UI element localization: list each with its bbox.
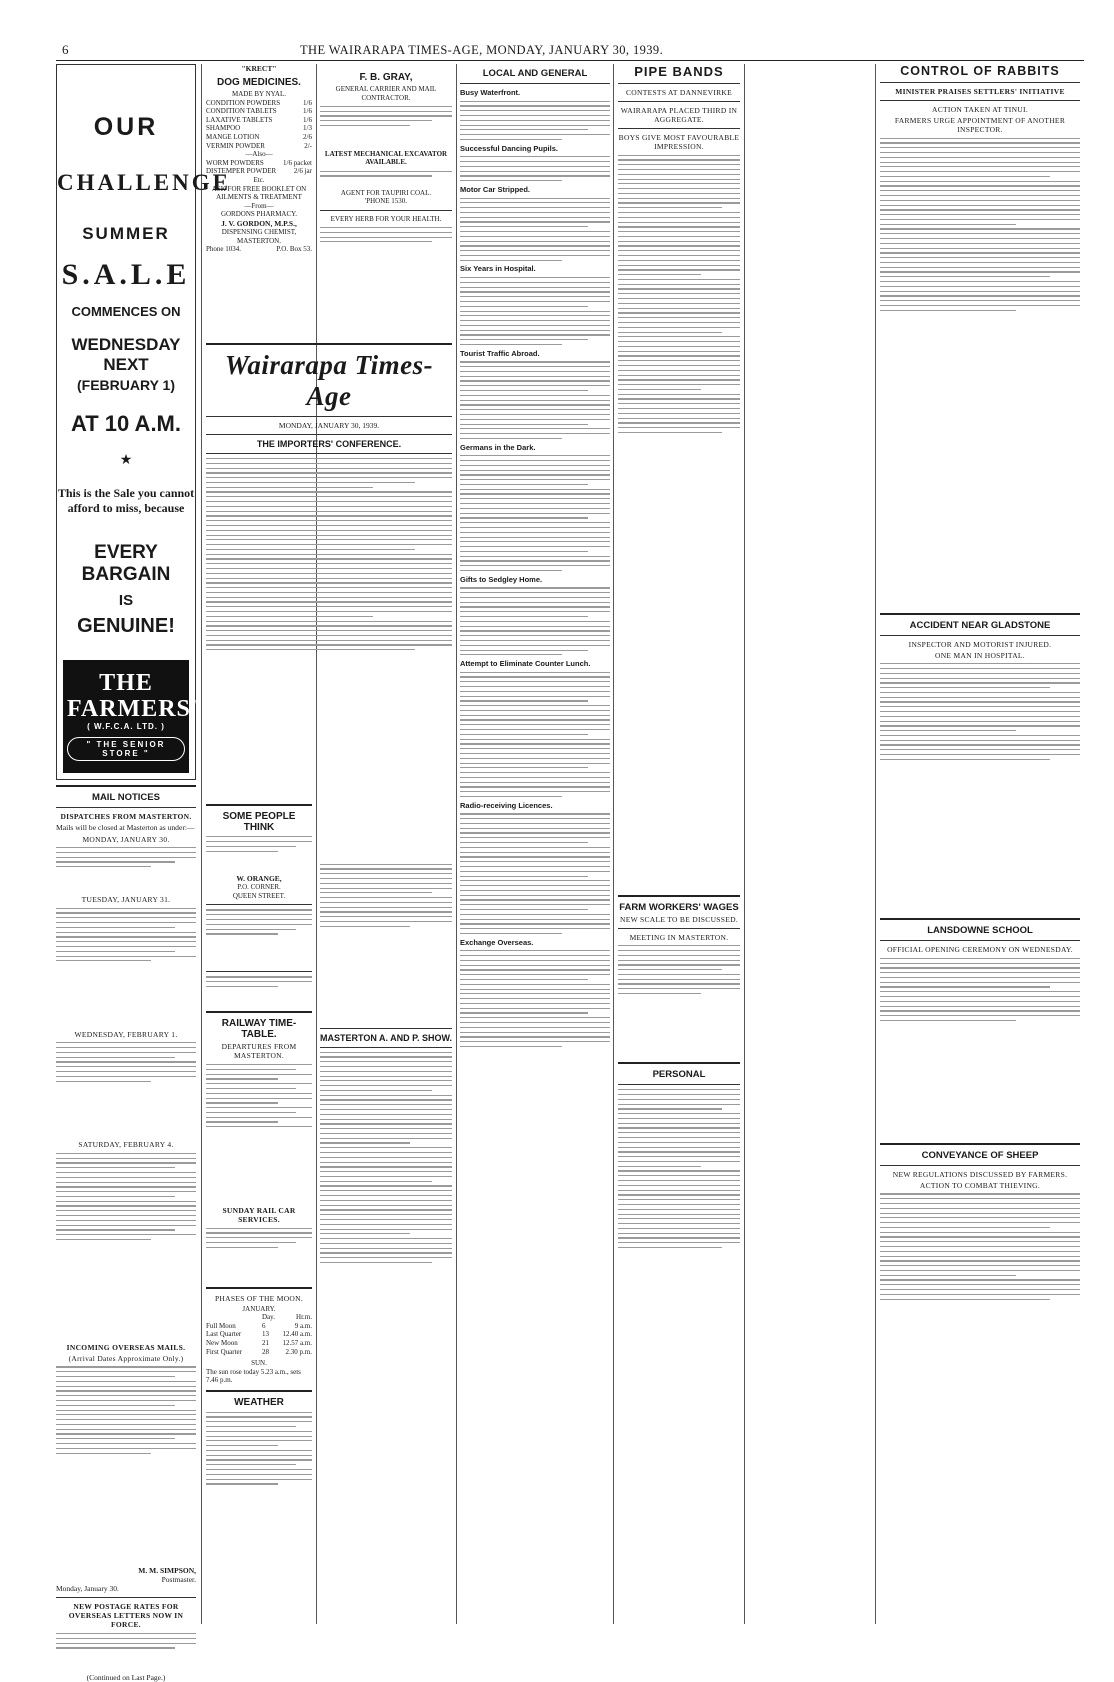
dog-medicines-title: DOG MEDICINES. <box>217 77 301 88</box>
pipe-bands-sub3: BOYS GIVE MOST FAVOURABLE IMPRESSION. <box>618 133 740 151</box>
sheep-text <box>880 1193 1080 1493</box>
sun-text: The sun rose today 5.23 a.m., sets 7.46 p.m. <box>206 1367 301 1385</box>
local-section-heading: Gifts to Sedgley Home. <box>460 574 543 584</box>
sheep-sub: NEW REGULATIONS DISCUSSED BY FARMERS. <box>892 1169 1068 1179</box>
railway-title: RAILWAY TIME-TABLE. <box>221 1018 297 1041</box>
text-block <box>460 587 610 655</box>
pipe-bands-sub2: WAIRARAPA PLACED THIRD IN AGGREGATE. <box>620 106 738 124</box>
moon-phase-name: Last Quarter <box>206 1330 242 1339</box>
from-label: —From— <box>244 201 274 210</box>
column-divider <box>201 64 202 1624</box>
moon-phase-day: 13 <box>262 1330 269 1339</box>
rabbits-sub: MINISTER PRAISES SETTLERS' INITIATIVE <box>895 87 1065 96</box>
divider <box>880 1143 1080 1145</box>
text-block <box>56 1042 196 1138</box>
medicine-price: 2/6 <box>303 132 312 141</box>
sunday-services: SUNDAY RAIL CAR SERVICES. <box>222 1206 296 1225</box>
kreet-brand: "KRECT" <box>241 64 277 73</box>
column-divider <box>875 64 876 1624</box>
divider <box>320 1047 452 1048</box>
text-block <box>320 227 452 263</box>
ad-every-bargain: EVERY BARGAIN <box>81 542 171 585</box>
text-block <box>460 672 610 798</box>
divider <box>880 82 1080 83</box>
gray-phone: 'PHONE 1530. <box>364 197 408 206</box>
moon-phase-time: 12.57 a.m. <box>282 1339 312 1348</box>
moon-col-day: Day. <box>262 1313 275 1322</box>
moon-phase-day: 28 <box>262 1347 269 1356</box>
text-block <box>460 813 610 934</box>
column-divider <box>613 64 614 1624</box>
local-section-heading: Busy Waterfront. <box>460 88 521 97</box>
mail-notices-subtitle: DISPATCHES FROM MASTERTON. <box>60 812 192 821</box>
farm-wages-text <box>618 945 740 1057</box>
moon-title: PHASES OF THE MOON. <box>214 1293 304 1303</box>
medicine-item <box>206 142 312 151</box>
masthead-date: MONDAY, JANUARY 30, 1939. <box>278 421 380 430</box>
medicine-name: LAXATIVE TABLETS <box>206 115 273 124</box>
medicine-price: 1/6 packet <box>283 158 312 167</box>
weather-title: WEATHER <box>234 1397 284 1408</box>
mail-saturday: SATURDAY, FEBRUARY 4. <box>78 1140 174 1150</box>
divider <box>880 1165 1080 1166</box>
divider <box>618 1084 740 1085</box>
column-divider <box>744 64 745 1624</box>
chemist-phone: Phone 1034. <box>206 245 241 254</box>
ad-commences: COMMENCES ON <box>71 304 181 319</box>
column-4 <box>460 64 610 1624</box>
rabbits-title: CONTROL OF RABBITS <box>900 64 1060 78</box>
medicine-price: 2/6 jar <box>293 167 312 176</box>
ad-tagline: This is the Sale you cannot afford to miss, because <box>57 486 195 515</box>
some-people-think-title: SOME PEOPLE THINK <box>222 810 296 833</box>
farm-wages-sub2: MEETING IN MASTERTON. <box>629 932 729 942</box>
lansdowne-text <box>880 958 1080 1138</box>
gray-agent: AGENT FOR TAUPIRI COAL. <box>340 188 432 197</box>
divider <box>880 918 1080 920</box>
divider <box>618 83 740 84</box>
chemist-contact <box>206 245 312 254</box>
personal-text <box>618 1089 740 1509</box>
ad-our: OUR <box>93 113 159 141</box>
star-icon: ★ <box>119 451 133 467</box>
show-title: MASTERTON A. AND P. SHOW. <box>320 1032 453 1043</box>
farm-wages-sub: NEW SCALE TO BE DISCUSSED. <box>619 914 739 924</box>
moon-phase-day: 21 <box>262 1339 269 1348</box>
moon-phase-day: 6 <box>262 1321 266 1330</box>
divider <box>880 613 1080 615</box>
made-by: MADE BY NYAL. <box>232 90 286 98</box>
moon-phase-time: 12.40 a.m. <box>282 1330 312 1339</box>
continued-note: (Continued on Last Page.) <box>86 1673 166 1682</box>
farmers-sub: ( W.F.C.A. LTD. ) <box>87 722 165 731</box>
medicine-name: MANGE LOTION <box>206 132 260 141</box>
ad-february: (FEBRUARY 1) <box>76 377 175 393</box>
sheep-sub2: ACTION TO COMBAT THIEVING. <box>919 1180 1041 1190</box>
free-booklet: ASK FOR FREE BOOKLET ON AILMENTS & TREATMENT <box>211 184 307 202</box>
divider <box>206 416 452 417</box>
newspaper-title-line: THE WAIRARAPA TIMES-AGE, MONDAY, JANUARY 30, 1939. <box>300 43 664 57</box>
text-block <box>320 106 452 150</box>
incoming-mails-title: INCOMING OVERSEAS MAILS. <box>66 1342 186 1352</box>
text-block <box>460 101 610 140</box>
moon-phase-name: New Moon <box>206 1339 238 1348</box>
orange-street: QUEEN STREET. <box>232 891 286 900</box>
medicine-name: SHAMPOO <box>206 124 241 133</box>
sun-title: SUN. <box>251 1359 267 1368</box>
text-block <box>460 198 610 261</box>
chemist-box: P.O. Box 53. <box>276 245 312 254</box>
lansdowne-title: LANSDOWNE SCHOOL <box>927 925 1033 937</box>
medicine-name: CONDITION TABLETS <box>206 107 277 116</box>
farmers-slogan: " THE SENIOR STORE " <box>67 737 185 761</box>
column-5 <box>618 64 740 1624</box>
dog-medicine-list <box>206 99 312 151</box>
local-general-title: LOCAL AND GENERAL <box>482 68 588 79</box>
dog-medicine-list-2 <box>206 159 312 176</box>
rabbits-sub3: FARMERS URGE APPOINTMENT OF ANOTHER INSPECTOR. <box>894 116 1066 134</box>
moon-phase-time: 2.30 p.m. <box>285 1347 312 1356</box>
ad-time: AT 10 A.M. <box>70 411 181 436</box>
text-block <box>460 455 610 571</box>
divider <box>206 343 452 345</box>
local-section-heading: Exchange Overseas. <box>460 937 534 947</box>
divider <box>460 83 610 84</box>
text-block <box>56 1366 196 1566</box>
ad-is: IS <box>118 592 134 609</box>
accident-sub2: ONE MAN IN HOSPITAL. <box>935 650 1025 660</box>
medicine-item <box>206 159 312 168</box>
medicine-item <box>206 107 312 116</box>
rabbits-sub2: ACTION TAKEN AT TINUI. <box>932 105 1028 114</box>
gray-excavator: LATEST MECHANICAL EXCAVATOR AVAILABLE. <box>324 149 448 167</box>
divider <box>880 940 1080 941</box>
orange-signature: W. ORANGE, <box>236 874 282 884</box>
postmaster-role: Postmaster. <box>161 1575 196 1585</box>
local-section-heading: Six Years in Hospital. <box>460 264 536 274</box>
divider <box>206 434 452 435</box>
ad-genuine: GENUINE! <box>77 615 175 637</box>
incoming-mails-subtitle: (Arrival Dates Approximate Only.) <box>68 1353 184 1363</box>
text-block <box>56 908 196 1028</box>
medicine-item <box>206 116 312 125</box>
railway-subtitle: DEPARTURES FROM MASTERTON. <box>221 1042 297 1061</box>
lansdowne-sub: OFFICIAL OPENING CEREMONY ON WEDNESDAY. <box>887 945 1073 955</box>
moon-month: JANUARY. <box>242 1304 276 1313</box>
header-rule <box>56 60 1084 61</box>
medicine-price: 1/3 <box>303 124 312 133</box>
farmers-name: THE FARMERS' <box>67 670 199 722</box>
divider <box>206 453 452 454</box>
text-block <box>56 1153 196 1341</box>
personal-title: PERSONAL <box>652 1069 706 1081</box>
mail-dateline: Monday, January 30. <box>56 1584 119 1594</box>
divider <box>618 1062 740 1064</box>
local-section-heading: Successful Dancing Pupils. <box>460 143 558 153</box>
ad-sale: S.A.L.E <box>61 258 191 291</box>
medicine-name: CONDITION POWDERS <box>206 98 281 107</box>
moon-phase-name: Full Moon <box>206 1321 236 1330</box>
orange-corner: P.O. CORNER. <box>237 883 281 892</box>
divider <box>320 1028 452 1029</box>
ad-challenge: CHALLENGE <box>57 170 231 195</box>
pipe-bands-title: PIPE BANDS <box>634 64 724 79</box>
column-divider <box>456 64 457 1624</box>
moon-phase-time: 9 a.m. <box>294 1321 312 1330</box>
divider <box>56 807 196 808</box>
medicine-name: DISTEMPER POWDER <box>206 167 277 176</box>
ad-wednesday: WEDNESDAY NEXT <box>71 335 181 374</box>
medicine-item <box>206 124 312 133</box>
divider <box>880 635 1080 636</box>
chemist-role: DISPENSING CHEMIST, <box>221 227 297 236</box>
ad-summer: SUMMER <box>82 224 170 243</box>
local-section-heading: Radio-receiving Licences. <box>460 800 553 810</box>
medicine-item <box>206 133 312 142</box>
medicine-item <box>206 99 312 108</box>
medicine-price: 1/6 <box>303 107 312 116</box>
column-6 <box>880 64 1080 1624</box>
health-title: EVERY HERB FOR YOUR HEALTH. <box>330 214 442 223</box>
also-label: —Also— <box>245 150 273 159</box>
mail-monday: MONDAY, JANUARY 30. <box>82 834 170 844</box>
medicine-price: 1/6 <box>303 115 312 124</box>
chemist-town: MASTERTON. <box>237 236 281 245</box>
text-block <box>320 171 452 189</box>
page-header <box>0 0 1114 56</box>
divider <box>56 785 196 787</box>
mail-wednesday: WEDNESDAY, FEBRUARY 1. <box>74 1029 178 1039</box>
postmaster-signature: M. M. SIMPSON, <box>138 1566 196 1576</box>
pipe-bands-sub: CONTESTS AT DANNEVIRKE <box>625 88 733 97</box>
text-block <box>460 156 610 181</box>
medicine-name: VERMIN POWDER <box>206 141 265 150</box>
divider <box>618 928 740 929</box>
accident-sub: INSPECTOR AND MOTORIST INJURED. <box>908 639 1052 649</box>
local-section-heading: Germans in the Dark. <box>460 442 536 452</box>
sheep-title: CONVEYANCE OF SHEEP <box>921 1149 1039 1161</box>
divider <box>618 128 740 129</box>
etc-label: Etc. <box>253 175 265 184</box>
gray-name: F. B. GRAY, <box>359 72 413 83</box>
text-block <box>56 1633 196 1673</box>
newspaper-masthead: Wairarapa Times-Age <box>224 350 434 411</box>
divider <box>618 101 740 102</box>
text-block <box>56 847 196 893</box>
divider <box>618 895 740 897</box>
mail-notices-title: MAIL NOTICES <box>92 792 160 803</box>
divider <box>320 210 452 211</box>
medicine-item <box>206 167 312 176</box>
new-postage-rates: NEW POSTAGE RATES FOR OVERSEAS LETTERS NOW IN FORCE. <box>68 1602 184 1630</box>
importers-conference-title: THE IMPORTERS' CONFERENCE. <box>256 439 402 449</box>
local-section-heading: Attempt to Eliminate Counter Lunch. <box>460 659 591 669</box>
farm-wages-title: FARM WORKERS' WAGES <box>619 901 739 913</box>
pharmacy-name: GORDONS PHARMACY. <box>220 210 298 219</box>
chemist-name: J. V. GORDON, M.P.S., <box>221 218 297 228</box>
rabbits-text <box>880 138 1080 608</box>
text-block <box>460 361 610 439</box>
local-section-heading: Motor Car Stripped. <box>460 184 531 194</box>
medicine-price: 1/6 <box>303 98 312 107</box>
moon-col-time: Hr.m. <box>296 1313 312 1322</box>
divider <box>56 1597 196 1598</box>
column-3-lower <box>320 860 452 1624</box>
local-section-heading: Tourist Traffic Abroad. <box>460 348 540 358</box>
medicine-name: WORM POWDERS <box>206 158 264 167</box>
medicine-price: 2/- <box>304 141 312 150</box>
divider <box>880 100 1080 101</box>
text-block <box>320 864 452 1024</box>
text-block <box>460 950 610 1047</box>
pipe-bands-text <box>618 155 740 890</box>
mail-notices-intro: Mails will be closed at Masterton as under:— <box>56 823 195 832</box>
gray-advert <box>320 64 452 364</box>
mail-tuesday: TUESDAY, JANUARY 31. <box>81 895 171 905</box>
accident-title: ACCIDENT NEAR GLADSTONE <box>909 619 1051 631</box>
farmers-logo <box>63 660 199 773</box>
page-number: 6 <box>62 42 69 57</box>
moon-phase-name: First Quarter <box>206 1347 242 1356</box>
text-block <box>460 277 610 345</box>
accident-text <box>880 663 1080 913</box>
gray-role: GENERAL CARRIER AND MAIL CONTRACTOR. <box>335 85 437 102</box>
show-editorial-text <box>320 1052 452 1612</box>
local-sections <box>460 88 610 1047</box>
